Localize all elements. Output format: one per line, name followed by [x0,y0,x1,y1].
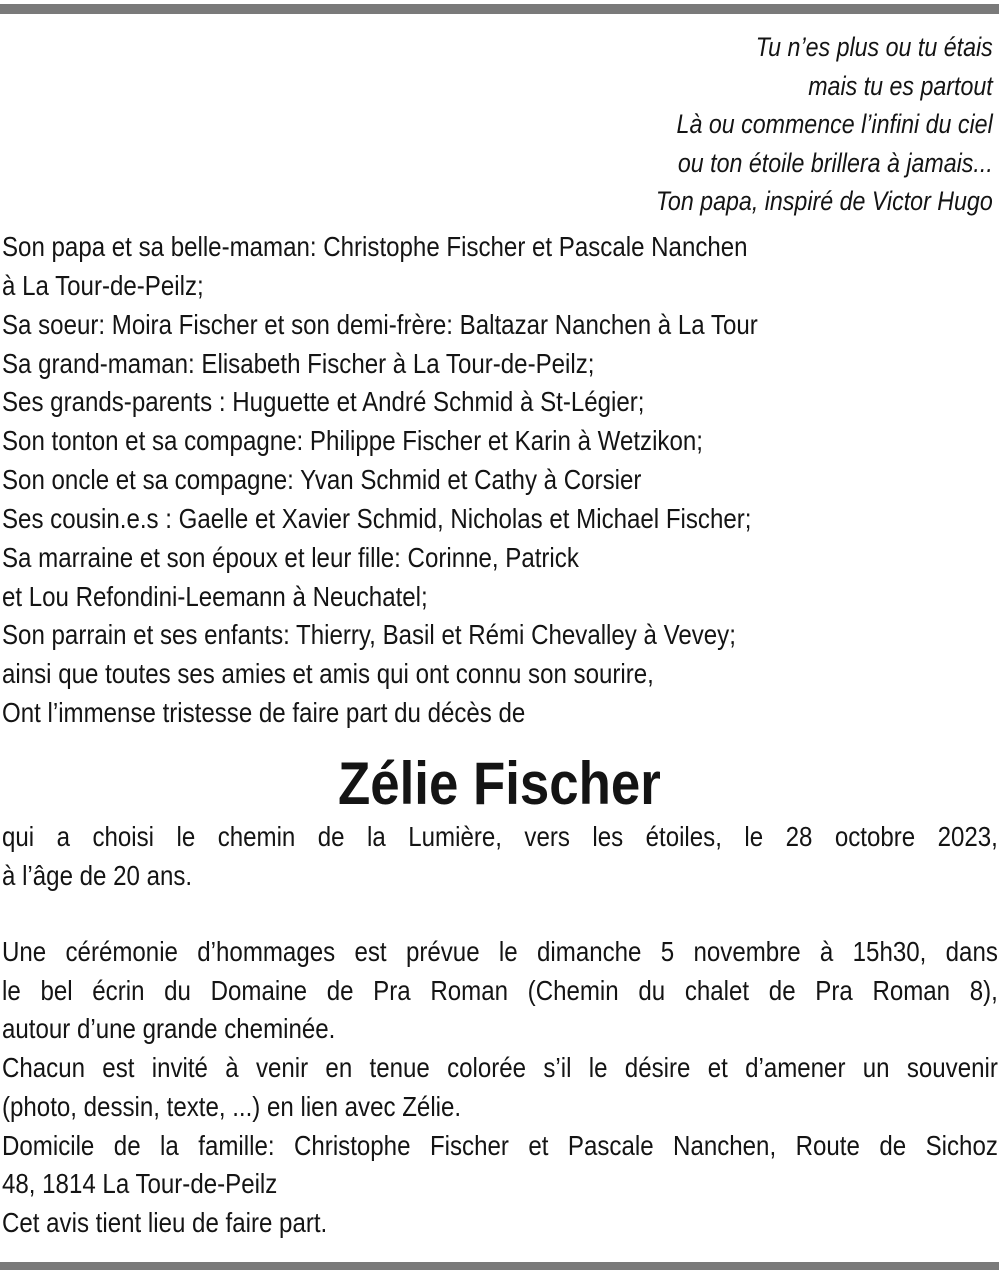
passing-line: à l’âge de 20 ans. [2,859,193,891]
invitation-line: Chacun est invité à venir en tenue colorée s’il le désire et d’amener un souvenir [2,1052,998,1084]
family-line: Sa grand-maman: Elisabeth Fischer à La Tour-de-Peilz; [2,347,595,379]
family-list [2,228,758,733]
poem-epigraph [656,28,993,221]
ceremony-line: Une cérémonie d’hommages est prévue le dimanche 5 novembre à 15h30, dans [2,936,998,967]
poem-line: Là ou commence l’infini du ciel [676,109,993,140]
family-line: Ses grands-parents : Huguette et André Schmid à St-Légier; [2,386,645,418]
passing-line: qui a choisi le chemin de la Lumière, vers les étoiles, le 28 octobre 2023, [2,821,998,852]
family-line: Son parrain et ses enfants: Thierry, Basil et Rémi Chevalley à Vevey; [2,619,736,651]
announcement-line: Ont l’immense tristesse de faire part du décès de [2,697,526,729]
family-line: Sa soeur: Moira Fischer et son demi-frère: Baltazar Nanchen à La Tour [2,308,758,340]
family-line: Sa marraine et son époux et leur fille: Corinne, Patrick [2,541,579,573]
poem-line: mais tu es partout [808,70,993,101]
poem-line: Tu n’es plus ou tu étais [755,32,993,62]
ceremony-line: autour d’une grande cheminée. [2,1013,336,1045]
family-line: Ses cousin.e.s : Gaelle et Xavier Schmid, Nicholas et Michael Fischer; [2,502,752,534]
poem-line: ou ton étoile brillera à jamais... [678,147,993,178]
family-line: ainsi que toutes ses amies et amis qui ont connu son sourire, [2,658,654,690]
family-line: et Lou Refondini-Leemann à Neuchatel; [2,580,428,612]
closing-note: Cet avis tient lieu de faire part. [2,1206,328,1238]
poem-attribution: Ton papa, inspiré de Victor Hugo [656,186,993,217]
family-line: Son papa et sa belle-maman: Christophe Fischer et Pascale Nanchen [2,231,748,262]
family-address-line: Domicile de la famille: Christophe Fischer et Pascale Nanchen, Route de Sichoz [2,1129,998,1161]
invitation-line: (photo, dessin, texte, ...) en lien avec Zélie. [2,1090,462,1122]
family-line: Son oncle et sa compagne: Yvan Schmid et Cathy à Corsier [2,464,642,496]
passing-paragraph [2,818,998,895]
top-border-rule [0,4,999,14]
bottom-border-rule [0,1262,999,1270]
ceremony-line: le bel écrin du Domaine de Pra Roman (Chemin du chalet de Pra Roman 8), [2,974,998,1006]
family-line: à La Tour-de-Peilz; [2,269,204,301]
family-address-line: 48, 1814 La Tour-de-Peilz [2,1168,278,1200]
deceased-name-heading [0,744,999,824]
deceased-name: Zélie Fischer [338,750,661,817]
ceremony-paragraph [2,933,998,1243]
family-line: Son tonton et sa compagne: Philippe Fischer et Karin à Wetzikon; [2,425,703,457]
